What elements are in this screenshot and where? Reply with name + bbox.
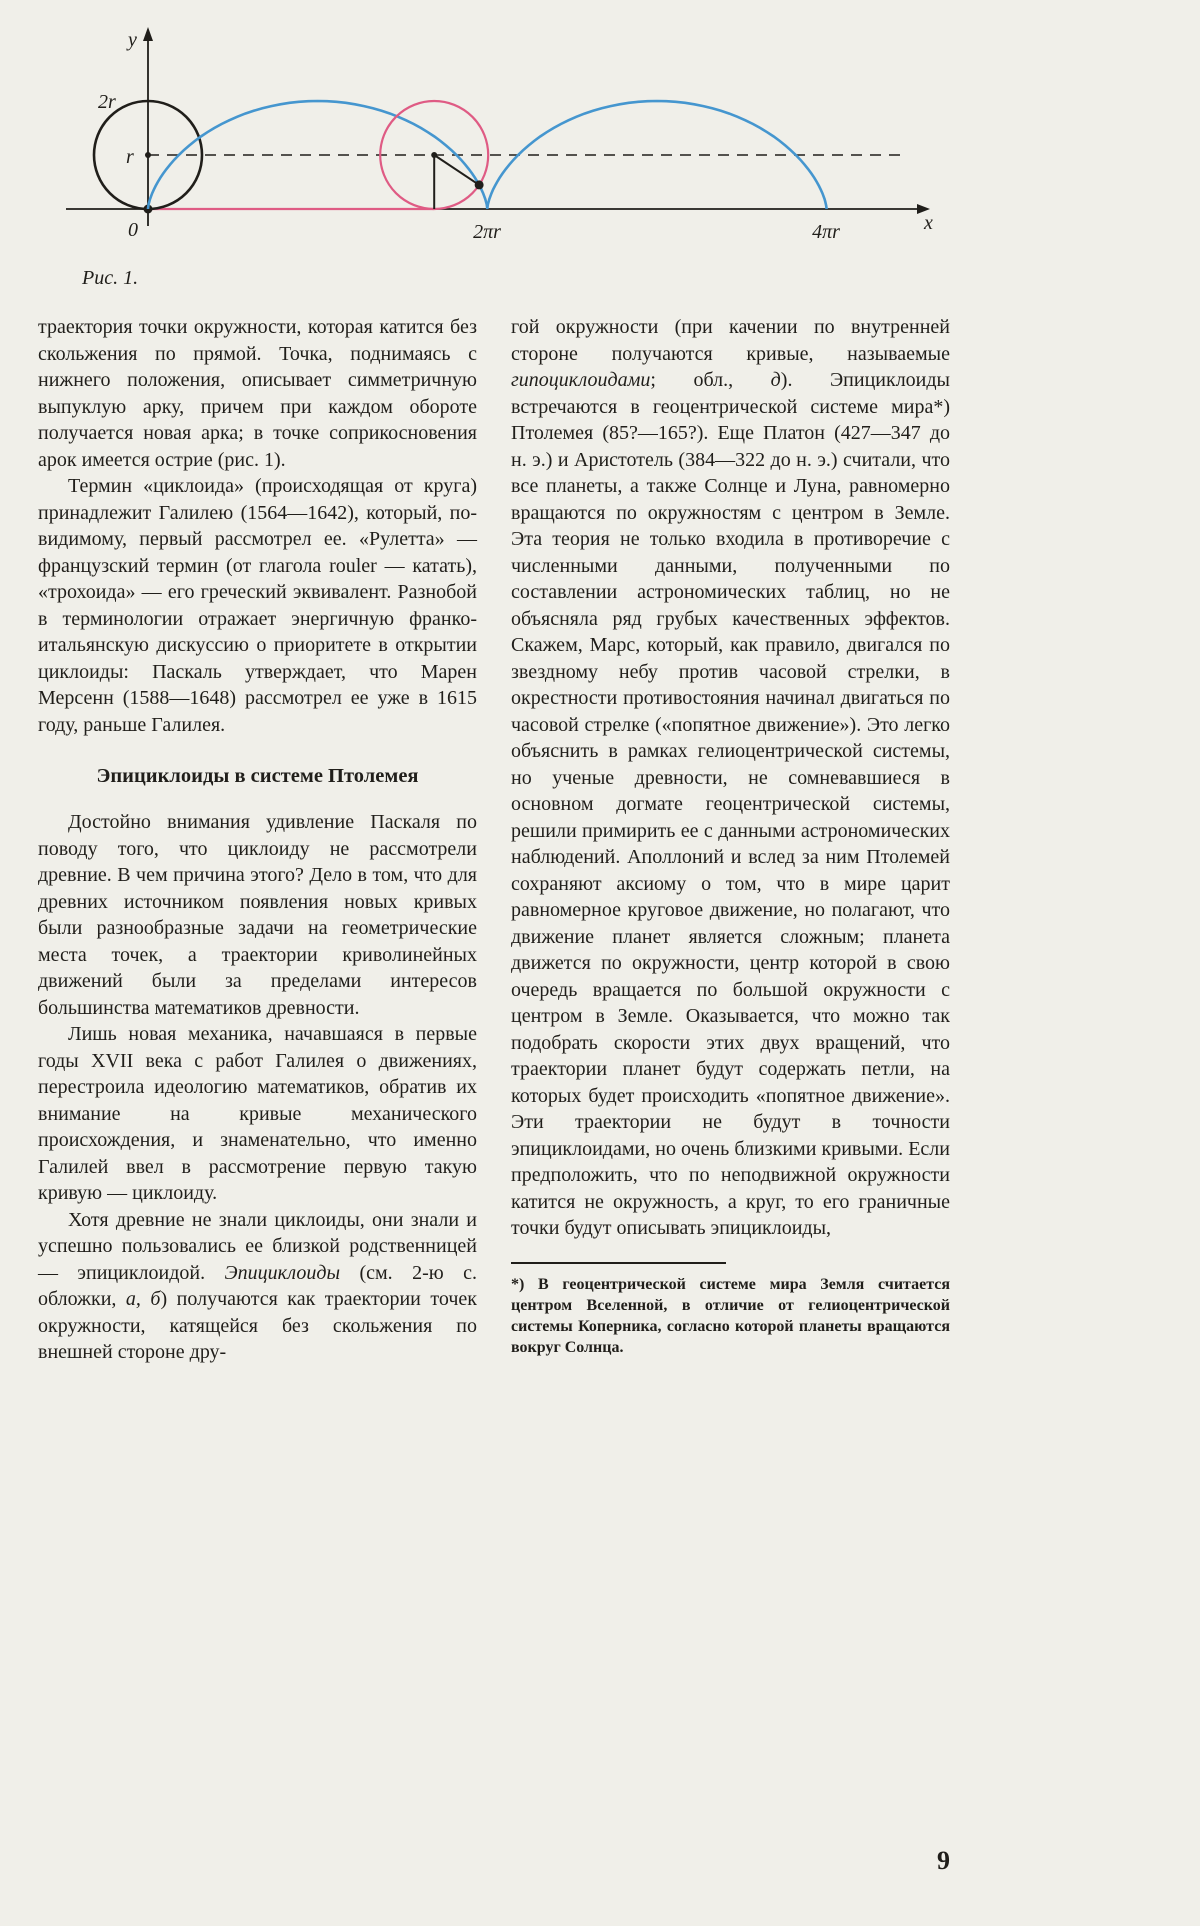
label-2r: 2r bbox=[98, 91, 116, 113]
label-4pir: 4πr bbox=[812, 221, 840, 243]
paragraph: Достойно внимания удивление Паскаля по поводу того, что циклоиду не рассмотрели древние. В чем причина этого? Дело в том, что для древних источником появления новых кривых были разнообразные задачи на геометрические места точек, а траектории криволинейных движений были за пределами интересов большинства математиков древности. bbox=[38, 811, 477, 1019]
page-number: 9 bbox=[937, 1846, 950, 1875]
x-axis-label: x bbox=[924, 212, 933, 234]
right-column-paragraphs bbox=[511, 314, 950, 1242]
figure-caption: Рис. 1. bbox=[82, 267, 139, 289]
cycloid-diagram bbox=[38, 14, 950, 252]
right-column bbox=[511, 314, 950, 1366]
paragraph: траектория точки окружности, которая катится без скольжения по прямой. Точка, поднимаясь с нижнего положения, описывает симметричную выпуклую арку, причем при каждом обороте получается новая арка; в точке соприкосновения арок имеется острие (рис. 1). bbox=[38, 316, 477, 471]
y-axis-arrow bbox=[143, 27, 153, 41]
paragraph: гой окружности (при качении по внутренней стороне получаются кривые, называемые гипоциклоидами; обл., д). Эпициклоиды встречаются в геоцентрической системе мира*) Птолемея (85?—165?). Еще Платон (427—347 до н. э.) и Аристотель (384—322 до н. э.) считали, что все планеты, а также Солнце и Луна, равномерно вращаются по окружностям с центром в Земле. Эта теория не только входила в противоречие с численными данными, полученными по составлении астрономических таблиц, но не объясняла ряд грубых качественных эффектов. Скажем, Марс, который, как правило, двигался по звездному небу против часовой стрелки, в окрестности противостояния начинал двигаться по часовой стрелке («попятное движение»). Это легко объяснить в рамках гелиоцентрической системы, но ученые древности, не сомневавшиеся в основном догмате геоцентрической системы, решили примирить ее с данными астрономических наблюдений. Аполлоний и вслед за ним Птолемей сохраняют аксиому о том, что в мире царит равномерное круговое движение, но полагают, что движение планет является сложным; планета движется по окружности, центр которой в свою очередь вращается по большой окружности с центром в Земле. Оказывается, что можно так подобрать скорости этих двух вращений, что траектории планет будут содержать петли, на которых будет происходить «попятное движение». Эти траектории не будут в точности эпициклоидами, но очень близкими кривыми. Если предположить, что по неподвижной окружности катится не окружность, а круг, то его граничные точки будут описывать эпициклоиды, bbox=[511, 316, 950, 1239]
page-content bbox=[38, 14, 950, 1366]
section-heading: Эпициклоиды в системе Птолемея bbox=[96, 765, 419, 787]
rolling-circle-center-dot bbox=[431, 152, 437, 158]
label-2pir: 2πr bbox=[473, 221, 501, 243]
text-columns bbox=[38, 314, 950, 1366]
y-axis-label: y bbox=[128, 29, 137, 51]
figure-1 bbox=[38, 14, 950, 290]
footnote-rule bbox=[511, 1262, 726, 1264]
left-column-paragraphs bbox=[38, 314, 477, 1366]
generating-circle-center-dot bbox=[145, 152, 151, 158]
label-origin: 0 bbox=[128, 219, 138, 241]
left-column bbox=[38, 314, 477, 1366]
paragraph: Хотя древние не знали циклоиды, они знали и успешно пользовались ее близкой родственницей — эпициклоидой. Эпициклоиды (см. 2-ю с. обложки, а, б) получаются как траектории точек окружности, катящейся без скольжения по внешней стороне дру- bbox=[38, 1208, 477, 1363]
footnote: *) В геоцентрической системе мира Земля считается центром Вселенной, в отличие от гелиоцентрической системы Коперника, согласно которой планеты вращаются вокруг Солнца. bbox=[511, 1275, 950, 1356]
label-r: r bbox=[126, 146, 134, 168]
tracing-point-dot bbox=[475, 180, 484, 189]
paragraph: Термин «циклоида» (происходящая от круга) принадлежит Галилею (1564—1642), который, по-видимому, первый рассмотрел ее. «Рулетта» — французский термин (от глагола rouler — катать), «трохоида» — его греческий эквивалент. Разнобой в терминологии отражает энергичную франко-итальянскую дискуссию о приоритете в открытии циклоиды: Паскаль утверждает, что Марен Мерсенн (1588—1648) рассмотрел ее уже в 1615 году, раньше Галилея. bbox=[38, 475, 477, 736]
paragraph: Лишь новая механика, начавшаяся в первые годы XVII века с работ Галилея о движениях, перестроила идеологию математиков, обратив их внимание на кривые механического происхождения, и знаменательно, что именно Галилей ввел в рассмотрение первую такую кривую — циклоиду. bbox=[38, 1023, 477, 1204]
radius-to-tracing-point-line bbox=[434, 155, 479, 185]
